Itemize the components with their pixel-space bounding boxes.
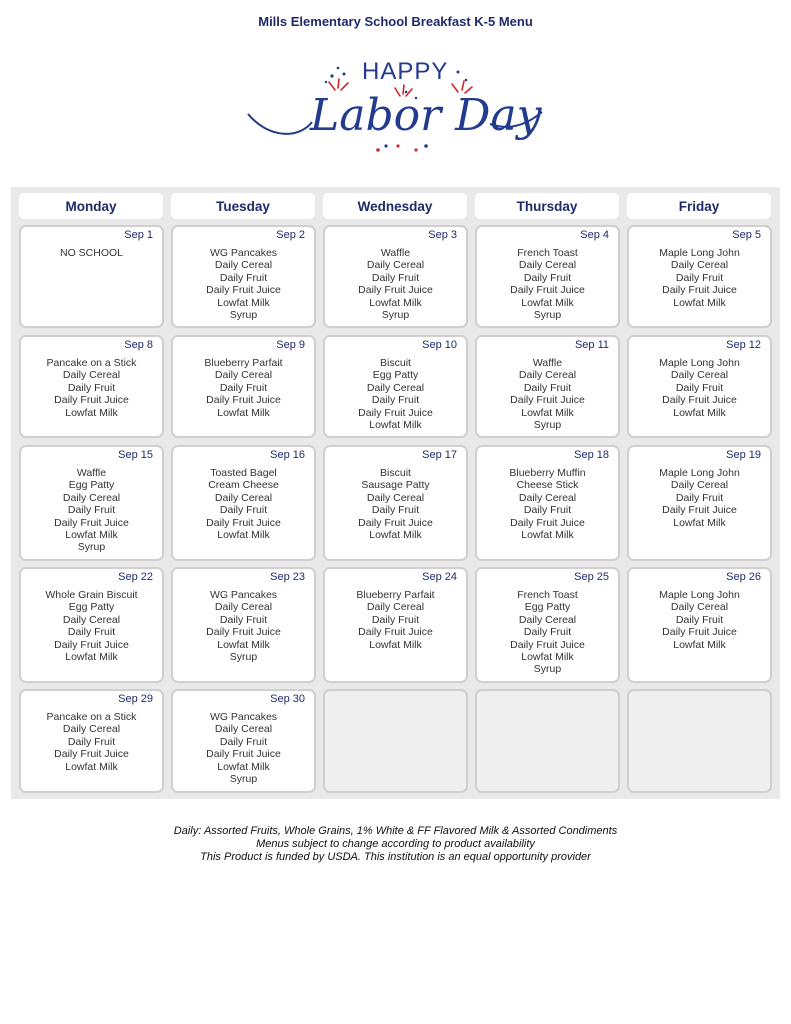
menu-item: Sausage Patty — [361, 479, 430, 492]
menu-items — [477, 589, 618, 676]
cell-date: Sep 19 — [726, 449, 761, 461]
menu-item: Lowfat Milk — [369, 296, 422, 309]
menu-item: Lowfat Milk — [217, 406, 270, 419]
cell-date: Sep 15 — [118, 449, 153, 461]
menu-title: Mills Elementary School Breakfast K-5 Menu — [258, 14, 533, 29]
menu-item: Daily Fruit — [371, 613, 420, 626]
cell-date: Sep 18 — [574, 449, 609, 461]
menu-item: Daily Cereal — [366, 491, 425, 504]
menu-item: Syrup — [229, 651, 258, 664]
menu-item: Daily Fruit Juice — [662, 284, 737, 297]
menu-item: Daily Cereal — [366, 381, 425, 394]
day-cell — [627, 225, 772, 328]
footer-line: Menus subject to change according to product availability — [256, 838, 535, 850]
menu-item: Daily Fruit Juice — [206, 516, 281, 529]
menu-item: Egg Patty — [68, 479, 115, 492]
cell-date: Sep 8 — [124, 339, 153, 351]
labor-day-banner — [240, 52, 550, 156]
day-cell — [171, 567, 316, 683]
menu-items — [477, 467, 618, 541]
day-cell — [323, 225, 468, 328]
menu-item: Daily Cereal — [670, 259, 729, 272]
menu-item: WG Pancakes — [209, 247, 278, 259]
menu-item: Daily Fruit — [675, 491, 724, 504]
day-cell — [627, 335, 772, 438]
menu-items — [325, 247, 466, 321]
menu-item: Daily Cereal — [214, 491, 273, 504]
menu-item: Whole Grain Biscuit — [45, 589, 138, 601]
menu-items — [325, 589, 466, 651]
menu-item: Biscuit — [380, 467, 411, 479]
menu-item: Daily Cereal — [518, 369, 577, 382]
menu-item: Daily Fruit Juice — [358, 626, 433, 639]
cell-date: Sep 23 — [270, 571, 305, 583]
menu-item: Daily Fruit Juice — [206, 284, 281, 297]
footer-line: Daily: Assorted Fruits, Whole Grains, 1% White & FF Flavored Milk & Assorted Condiments — [173, 825, 618, 837]
menu-item: Daily Fruit Juice — [358, 516, 433, 529]
menu-item: Egg Patty — [68, 601, 115, 614]
menu-item: Daily Fruit — [371, 504, 420, 517]
menu-items — [21, 467, 162, 554]
cell-date: Sep 12 — [726, 339, 761, 351]
menu-item: Syrup — [229, 773, 258, 786]
menu-item: Daily Fruit Juice — [206, 748, 281, 761]
menu-item: Daily Fruit Juice — [54, 516, 129, 529]
cell-date: Sep 24 — [422, 571, 457, 583]
menu-items — [21, 711, 162, 773]
cell-date: Sep 2 — [276, 229, 305, 241]
menu-items — [21, 589, 162, 663]
menu-item: Daily Fruit Juice — [662, 626, 737, 639]
menu-item: Waffle — [532, 357, 563, 369]
menu-item: Daily Cereal — [518, 491, 577, 504]
menu-item: Daily Fruit — [67, 381, 116, 394]
menu-item: Daily Cereal — [214, 723, 273, 736]
day-cell — [171, 445, 316, 561]
menu-item: Daily Fruit — [371, 394, 420, 407]
menu-item: Waffle — [380, 247, 411, 259]
day-cell — [19, 335, 164, 438]
day-header-monday: Monday — [19, 193, 163, 219]
day-cell — [171, 225, 316, 328]
day-cell — [323, 689, 468, 793]
menu-item: Daily Fruit Juice — [662, 504, 737, 517]
menu-items — [477, 247, 618, 321]
day-cell — [475, 567, 620, 683]
cell-date: Sep 26 — [726, 571, 761, 583]
day-cell — [475, 445, 620, 561]
menu-item: Daily Fruit — [67, 504, 116, 517]
cell-date: Sep 3 — [428, 229, 457, 241]
menu-item: Waffle — [76, 467, 107, 479]
cell-date: Sep 1 — [124, 229, 153, 241]
menu-item: Blueberry Parfait — [356, 589, 435, 601]
menu-item: Daily Cereal — [214, 601, 273, 614]
menu-item: Biscuit — [380, 357, 411, 369]
menu-item: Daily Fruit — [219, 271, 268, 284]
menu-items — [629, 357, 770, 419]
menu-item: Daily Cereal — [366, 601, 425, 614]
menu-item: Daily Fruit Juice — [206, 394, 281, 407]
cell-date: Sep 5 — [732, 229, 761, 241]
day-cell — [323, 335, 468, 438]
menu-item: Pancake on a Stick — [46, 711, 137, 723]
menu-item: Daily Fruit Juice — [358, 284, 433, 297]
menu-item: Lowfat Milk — [521, 651, 574, 664]
cell-date: Sep 4 — [580, 229, 609, 241]
menu-item: Daily Fruit — [219, 735, 268, 748]
menu-item: Daily Cereal — [62, 369, 121, 382]
menu-items — [173, 357, 314, 419]
day-cell — [475, 335, 620, 438]
day-cell — [627, 567, 772, 683]
menu-item: Lowfat Milk — [65, 651, 118, 664]
menu-items — [173, 589, 314, 663]
menu-item: Daily Fruit Juice — [206, 626, 281, 639]
menu-item: Maple Long John — [659, 589, 740, 601]
cell-date: Sep 9 — [276, 339, 305, 351]
menu-item: Daily Fruit — [675, 613, 724, 626]
menu-item: French Toast — [517, 247, 578, 259]
menu-items — [21, 247, 162, 259]
footer-line: This Product is funded by USDA. This institution is an equal opportunity provider — [200, 851, 591, 863]
menu-item: Daily Fruit Juice — [510, 516, 585, 529]
labor-day-logo — [240, 52, 550, 156]
menu-item: Egg Patty — [524, 601, 571, 614]
menu-items — [629, 589, 770, 651]
menu-item: Egg Patty — [372, 369, 419, 382]
cell-date: Sep 25 — [574, 571, 609, 583]
menu-item: Daily Cereal — [670, 601, 729, 614]
menu-item: Daily Fruit — [219, 613, 268, 626]
menu-item: Daily Fruit Juice — [510, 638, 585, 651]
menu-item: Daily Fruit Juice — [54, 748, 129, 761]
menu-item: Daily Fruit — [219, 504, 268, 517]
menu-item: Lowfat Milk — [217, 760, 270, 773]
menu-item: Lowfat Milk — [217, 638, 270, 651]
day-cell — [323, 445, 468, 561]
menu-items — [173, 711, 314, 785]
menu-item: WG Pancakes — [209, 711, 278, 723]
menu-item: Daily Fruit — [371, 271, 420, 284]
day-cell — [475, 689, 620, 793]
day-cell — [19, 225, 164, 328]
menu-item: Lowfat Milk — [369, 638, 422, 651]
day-cell — [171, 335, 316, 438]
menu-item: Daily Fruit Juice — [510, 394, 585, 407]
day-cell — [627, 689, 772, 793]
menu-item: Daily Cereal — [518, 613, 577, 626]
cell-date: Sep 10 — [422, 339, 457, 351]
menu-item: Daily Fruit Juice — [54, 394, 129, 407]
cell-date: Sep 30 — [270, 693, 305, 705]
menu-items — [173, 467, 314, 541]
menu-item: Daily Cereal — [670, 479, 729, 492]
menu-items — [21, 357, 162, 419]
menu-items — [325, 467, 466, 541]
menu-item: Daily Cereal — [518, 259, 577, 272]
day-cell — [627, 445, 772, 561]
menu-item: Daily Fruit — [523, 381, 572, 394]
day-header-tuesday: Tuesday — [171, 193, 315, 219]
menu-item: Daily Fruit — [523, 626, 572, 639]
cell-date: Sep 16 — [270, 449, 305, 461]
menu-item: Daily Fruit Juice — [54, 638, 129, 651]
day-header-wednesday: Wednesday — [323, 193, 467, 219]
menu-item: Syrup — [533, 309, 562, 322]
menu-item: Daily Fruit — [67, 735, 116, 748]
cell-date: Sep 17 — [422, 449, 457, 461]
menu-item: Maple Long John — [659, 247, 740, 259]
menu-item: Syrup — [533, 419, 562, 432]
banner-happy: HAPPY — [362, 58, 449, 85]
menu-item: Toasted Bagel — [210, 467, 277, 479]
menu-item: Daily Cereal — [62, 613, 121, 626]
menu-item: Daily Fruit — [675, 271, 724, 284]
menu-item: Daily Cereal — [214, 369, 273, 382]
menu-item: Daily Fruit — [219, 381, 268, 394]
menu-items — [325, 357, 466, 431]
menu-item: Lowfat Milk — [369, 529, 422, 542]
menu-item: NO SCHOOL — [59, 247, 123, 259]
menu-item: Daily Fruit Juice — [358, 406, 433, 419]
menu-calendar — [11, 187, 780, 799]
day-cell — [19, 567, 164, 683]
menu-item: Lowfat Milk — [65, 529, 118, 542]
menu-item: Cream Cheese — [208, 479, 279, 492]
menu-items — [629, 247, 770, 309]
menu-item: Syrup — [381, 309, 410, 322]
menu-item: Blueberry Muffin — [509, 467, 586, 479]
menu-item: Daily Cereal — [366, 259, 425, 272]
menu-item: Maple Long John — [659, 357, 740, 369]
menu-item: Lowfat Milk — [217, 529, 270, 542]
menu-item: Daily Fruit — [67, 626, 116, 639]
day-header-friday: Friday — [627, 193, 771, 219]
menu-item: Daily Fruit — [523, 271, 572, 284]
cell-date: Sep 29 — [118, 693, 153, 705]
menu-item: Syrup — [229, 309, 258, 322]
menu-item: Lowfat Milk — [673, 638, 726, 651]
menu-item: Syrup — [77, 541, 106, 554]
menu-item: Lowfat Milk — [521, 529, 574, 542]
menu-item: Blueberry Parfait — [204, 357, 283, 369]
menu-item: Lowfat Milk — [65, 760, 118, 773]
menu-item: Lowfat Milk — [521, 406, 574, 419]
day-cell — [171, 689, 316, 793]
menu-item: Lowfat Milk — [217, 296, 270, 309]
day-cell — [323, 567, 468, 683]
menu-item: Daily Cereal — [62, 491, 121, 504]
menu-item: WG Pancakes — [209, 589, 278, 601]
menu-item: Maple Long John — [659, 467, 740, 479]
banner-labor-day: Labor Day — [310, 90, 542, 141]
menu-item: Daily Cereal — [214, 259, 273, 272]
menu-item: French Toast — [517, 589, 578, 601]
menu-items — [477, 357, 618, 431]
cell-date: Sep 11 — [574, 339, 609, 351]
day-header-thursday: Thursday — [475, 193, 619, 219]
menu-item: Daily Fruit — [523, 504, 572, 517]
menu-items — [629, 467, 770, 529]
menu-item: Daily Fruit — [675, 381, 724, 394]
cell-date: Sep 22 — [118, 571, 153, 583]
menu-item: Lowfat Milk — [673, 406, 726, 419]
menu-item: Daily Fruit Juice — [510, 284, 585, 297]
menu-item: Lowfat Milk — [673, 516, 726, 529]
day-cell — [19, 445, 164, 561]
menu-item: Daily Cereal — [62, 723, 121, 736]
menu-footer — [0, 825, 791, 864]
menu-item: Pancake on a Stick — [46, 357, 137, 369]
menu-item: Daily Fruit Juice — [662, 394, 737, 407]
menu-item: Cheese Stick — [516, 479, 579, 492]
menu-item: Lowfat Milk — [369, 419, 422, 432]
day-cell — [475, 225, 620, 328]
menu-item: Syrup — [533, 663, 562, 676]
menu-item: Lowfat Milk — [521, 296, 574, 309]
day-cell — [19, 689, 164, 793]
menu-item: Lowfat Milk — [673, 296, 726, 309]
menu-items — [173, 247, 314, 321]
menu-item: Lowfat Milk — [65, 406, 118, 419]
menu-item: Daily Cereal — [670, 369, 729, 382]
